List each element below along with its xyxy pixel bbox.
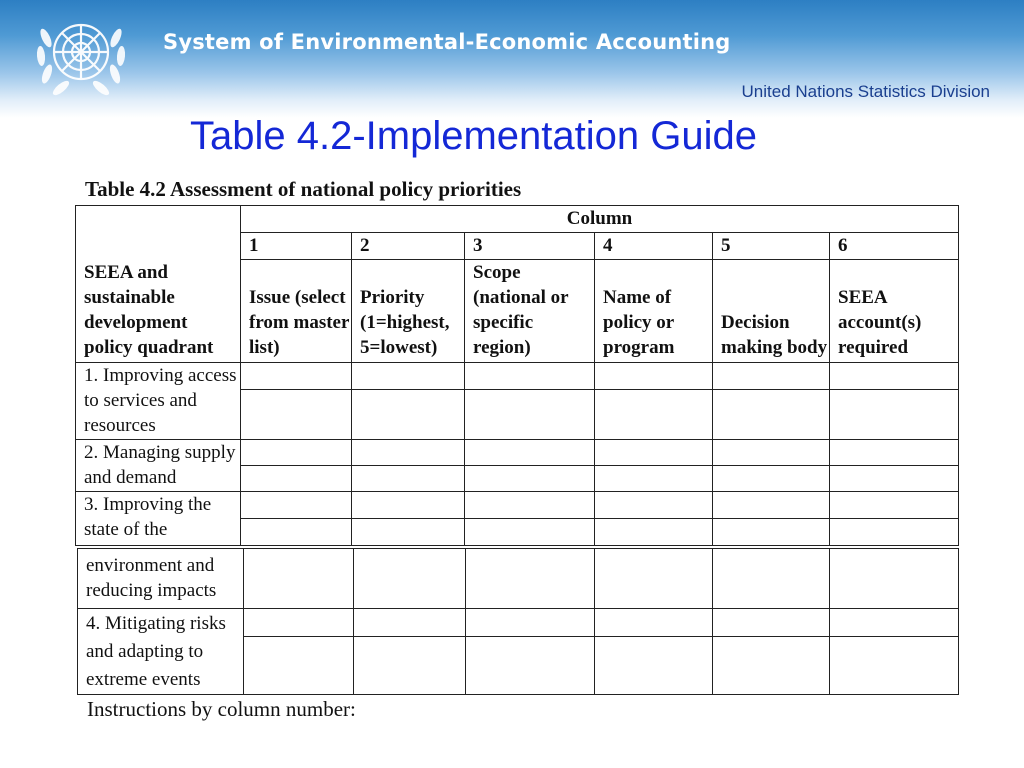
quadrant-label: 2. Managing supply and demand <box>76 440 241 492</box>
table-cell[interactable] <box>830 390 959 440</box>
column-header-seea-accounts: SEEA account(s) required <box>830 260 959 363</box>
table-cell[interactable] <box>241 440 352 466</box>
table-cell[interactable] <box>713 492 830 519</box>
table-cell[interactable] <box>465 390 595 440</box>
header-banner <box>0 0 1024 118</box>
table-cell[interactable] <box>241 519 352 546</box>
row-header-cell: SEEA and sustainable development policy quadrant <box>76 260 241 363</box>
table-cell[interactable] <box>713 549 830 609</box>
column-header-policy-name: Name of policy or program <box>595 260 713 363</box>
table-cell[interactable] <box>241 492 352 519</box>
series-title: System of Environmental-Economic Accounting <box>163 30 731 54</box>
table-cell[interactable] <box>465 492 595 519</box>
table-cell[interactable] <box>830 549 959 609</box>
table-cell[interactable] <box>595 492 713 519</box>
table-cell[interactable] <box>595 440 713 466</box>
table-caption: Table 4.2 Assessment of national policy priorities <box>85 177 522 201</box>
quadrant-label: 3. Improving the state of the <box>76 492 241 546</box>
column-header-issue: Issue (select from master list) <box>241 260 352 363</box>
table-cell[interactable] <box>352 440 465 466</box>
column-number-2: 2 <box>352 233 465 260</box>
table-cell[interactable] <box>354 609 466 637</box>
table-cell[interactable] <box>830 363 959 390</box>
table-cell[interactable] <box>595 390 713 440</box>
column-number-1: 1 <box>241 233 352 260</box>
table-cell[interactable] <box>465 363 595 390</box>
table-cell[interactable] <box>595 363 713 390</box>
table-cell[interactable] <box>466 637 595 695</box>
column-number-4: 4 <box>595 233 713 260</box>
table-cell[interactable] <box>465 466 595 492</box>
table-corner-cell <box>76 206 241 233</box>
table-cell[interactable] <box>713 609 830 637</box>
table-cell[interactable] <box>352 519 465 546</box>
table-cell[interactable] <box>595 637 713 695</box>
table-cell[interactable] <box>830 609 959 637</box>
un-emblem-icon <box>28 8 134 104</box>
table-cell[interactable] <box>241 390 352 440</box>
table-cell[interactable] <box>830 519 959 546</box>
instructions-text: Instructions by column number: <box>87 697 356 721</box>
table-cell[interactable] <box>595 519 713 546</box>
column-number-6: 6 <box>830 233 959 260</box>
table-cell[interactable] <box>244 637 354 695</box>
column-number-3: 3 <box>465 233 595 260</box>
table-cell[interactable] <box>465 440 595 466</box>
table-cell[interactable] <box>830 466 959 492</box>
table-cell[interactable] <box>352 390 465 440</box>
column-group-header: Column <box>241 206 959 233</box>
division-name: United Nations Statistics Division <box>741 82 990 101</box>
policy-priorities-table-bottom <box>77 548 959 695</box>
table-cell[interactable] <box>241 363 352 390</box>
slide-title: Table 4.2-Implementation Guide <box>190 114 757 158</box>
table-cell[interactable] <box>354 637 466 695</box>
table-cell[interactable] <box>713 519 830 546</box>
column-header-decision-body: Decision making body <box>713 260 830 363</box>
policy-priorities-table-top <box>75 205 959 546</box>
table-cell[interactable] <box>713 637 830 695</box>
table-cell[interactable] <box>830 492 959 519</box>
column-number-5: 5 <box>713 233 830 260</box>
column-header-priority: Priority (1=highest, 5=lowest) <box>352 260 465 363</box>
table-cell[interactable] <box>595 466 713 492</box>
quadrant-label: 4. Mitigating risks and adapting to extreme events <box>78 609 244 695</box>
table-corner-cell <box>76 233 241 260</box>
table-cell[interactable] <box>595 609 713 637</box>
table-cell[interactable] <box>352 363 465 390</box>
table-cell[interactable] <box>244 549 354 609</box>
table-cell[interactable] <box>830 637 959 695</box>
table-cell[interactable] <box>241 466 352 492</box>
table-cell[interactable] <box>830 440 959 466</box>
table-cell[interactable] <box>466 609 595 637</box>
table-cell[interactable] <box>713 390 830 440</box>
quadrant-label: 1. Improving access to services and resources <box>76 363 241 440</box>
column-header-scope: Scope (national or specific region) <box>465 260 595 363</box>
quadrant-label: environment and reducing impacts <box>78 549 244 609</box>
table-cell[interactable] <box>244 609 354 637</box>
table-cell[interactable] <box>713 363 830 390</box>
table-cell[interactable] <box>713 466 830 492</box>
table-cell[interactable] <box>354 549 466 609</box>
table-cell[interactable] <box>595 549 713 609</box>
table-cell[interactable] <box>465 519 595 546</box>
table-cell[interactable] <box>352 492 465 519</box>
table-cell[interactable] <box>713 440 830 466</box>
table-cell[interactable] <box>352 466 465 492</box>
table-cell[interactable] <box>466 549 595 609</box>
